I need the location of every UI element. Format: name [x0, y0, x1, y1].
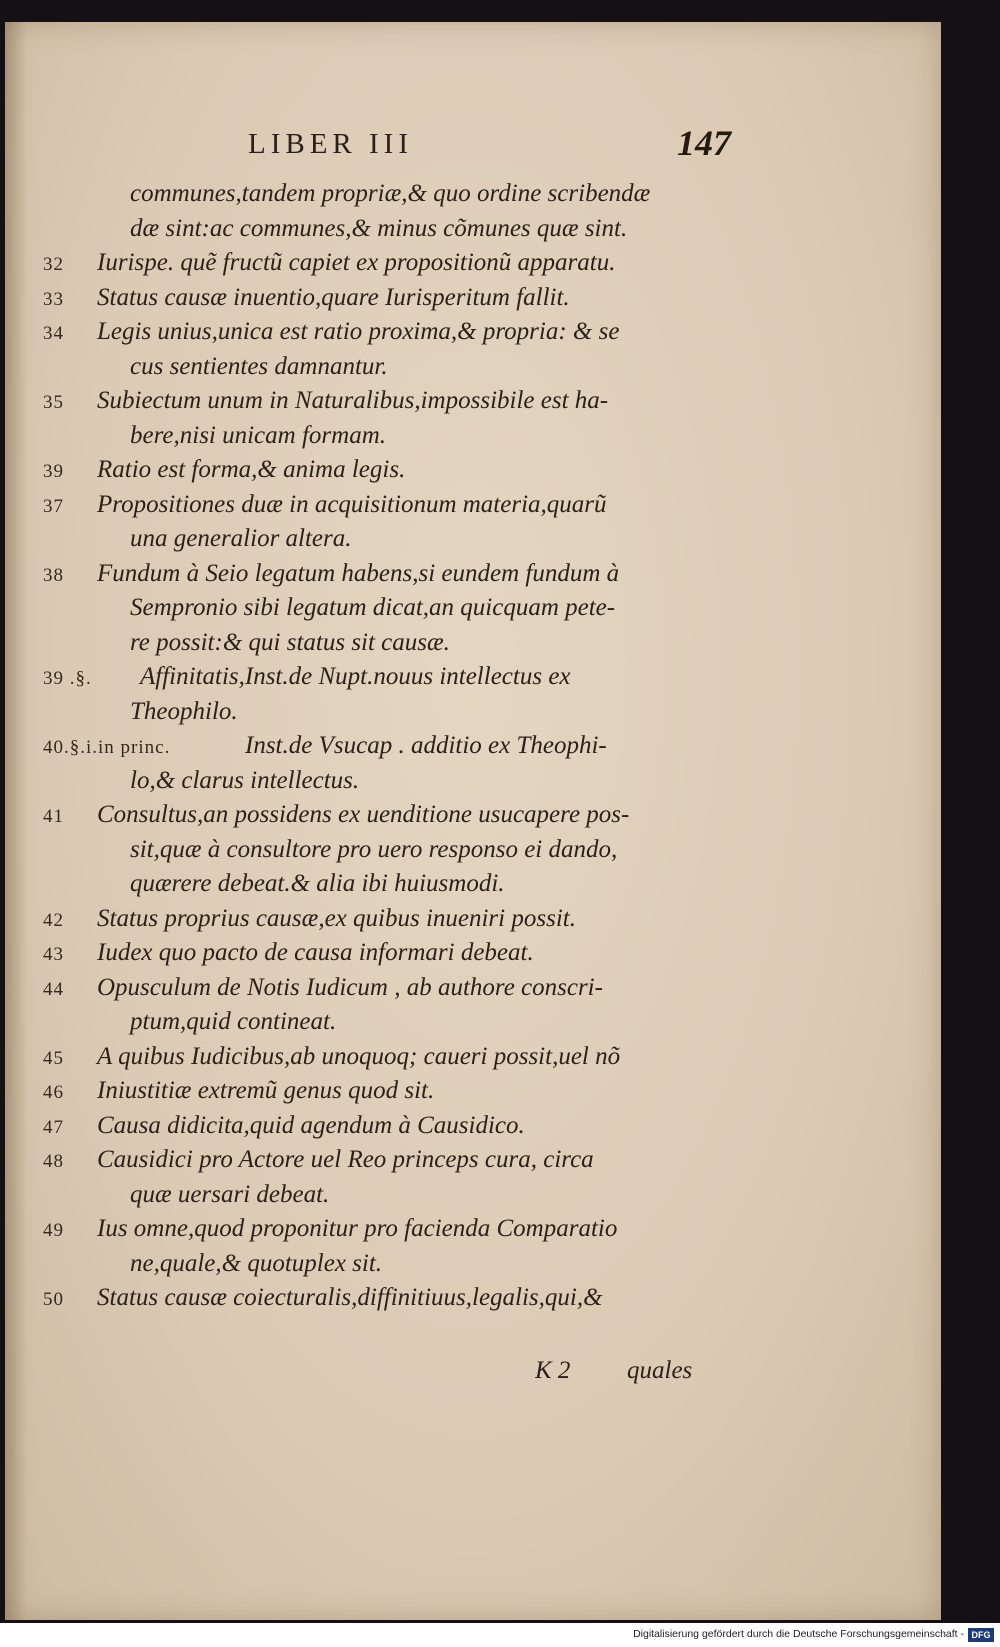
- dfg-logo: DFG: [968, 1628, 994, 1642]
- index-entry-line: [5, 1077, 941, 1112]
- entry-number: 38: [43, 564, 64, 586]
- entry-text: Causidici pro Actore uel Reo princeps cura, circa: [97, 1146, 594, 1173]
- index-continuation-line: [5, 422, 941, 457]
- index-continuation-line: [5, 215, 941, 250]
- entry-number: 42: [43, 909, 64, 931]
- entry-text: Subiectum unum in Naturalibus,impossibile est ha-: [97, 387, 609, 414]
- entry-text: Theophilo.: [130, 697, 238, 725]
- page-header: [5, 110, 941, 163]
- entry-text: Consultus,an possidens ex uenditione usucapere pos-: [97, 801, 630, 828]
- entry-text: bere,nisi unicam formam.: [130, 421, 386, 449]
- index-continuation-line: [5, 836, 941, 871]
- index-text-block: [5, 180, 941, 1319]
- entry-text: quæ uersari debeat.: [130, 1180, 330, 1208]
- index-continuation-line: [5, 698, 941, 733]
- entry-number: 34: [43, 323, 64, 344]
- entry-text: una generalior altera.: [130, 525, 352, 552]
- entry-text: quærere debeat.& alia ibi huiusmodi.: [130, 870, 505, 897]
- index-continuation-line: [5, 594, 941, 629]
- index-continuation-line: [5, 629, 941, 664]
- catchwords-line: [5, 1357, 941, 1391]
- index-entry-line: [5, 974, 941, 1009]
- index-entry-line: [5, 318, 941, 353]
- entry-number: 33: [43, 288, 64, 310]
- entry-text: Status causæ inuentio,quare Iurisperitum fallit.: [97, 283, 570, 311]
- entry-text: Propositiones duæ in acquisitionum materia,quarũ: [97, 490, 607, 518]
- entry-number: 45: [43, 1047, 64, 1069]
- index-entry-line: [5, 491, 941, 526]
- entry-text: ptum,quid contineat.: [130, 1008, 337, 1035]
- index-continuation-line: [5, 1008, 941, 1043]
- index-entry-line: [5, 1043, 941, 1078]
- funding-credit: Digitalisierung gefördert durch die Deutsche Forschungsgemeinschaft -: [633, 1628, 964, 1640]
- entry-text: Legis unius,unica est ratio proxima,& propria: & se: [97, 318, 620, 345]
- index-entry-line: [5, 1215, 941, 1250]
- entry-text: Ius omne,quod proponitur pro facienda Comparatio: [97, 1215, 618, 1242]
- entry-text: Sempronio sibi legatum dicat,an quicquam pete-: [130, 594, 616, 621]
- index-entry-line: [5, 249, 941, 284]
- entry-text: ne,quale,& quotuplex sit.: [130, 1249, 383, 1277]
- entry-text: communes,tandem propriæ,& quo ordine scribendæ: [130, 180, 651, 207]
- entry-text: Fundum à Seio legatum habens,si eundem fundum à: [97, 559, 620, 587]
- entry-text: Ratio est forma,& anima legis.: [97, 456, 406, 483]
- entry-number: 41: [43, 806, 64, 827]
- entry-text: Iudex quo pacto de causa informari debeat.: [97, 939, 534, 966]
- entry-number: 48: [43, 1151, 64, 1172]
- entry-number: 40.§.i.in princ.: [43, 737, 171, 758]
- entry-number: 39: [43, 461, 64, 482]
- entry-text: Iurispe. quẽ fructũ capiet ex propositionũ apparatu.: [97, 249, 616, 276]
- index-continuation-line: [5, 525, 941, 560]
- index-entry-line: [5, 732, 941, 767]
- entry-number: 47: [43, 1116, 64, 1138]
- index-continuation-line: [5, 353, 941, 388]
- entry-text: lo,& clarus intellectus.: [130, 766, 360, 794]
- entry-text: cus sentientes damnantur.: [130, 352, 388, 380]
- index-entry-line: [5, 284, 941, 319]
- index-entry-line: [5, 387, 941, 422]
- entry-number: 35: [43, 392, 64, 413]
- index-entry-line: [5, 1112, 941, 1147]
- index-entry-line: [5, 939, 941, 974]
- entry-text: Opusculum de Notis Iudicum , ab authore conscri-: [97, 973, 603, 1001]
- entry-text: sit,quæ à consultore pro uero responso ei dando,: [130, 835, 618, 863]
- digitization-footer: [0, 1623, 1000, 1647]
- index-entry-line: [5, 663, 941, 698]
- index-continuation-line: [5, 1181, 941, 1216]
- index-continuation-line: [5, 1250, 941, 1285]
- catchword: quales: [627, 1357, 693, 1384]
- signature-mark: K 2: [535, 1357, 571, 1384]
- index-entry-line: [5, 560, 941, 595]
- entry-text: Iniustitiæ extremũ genus quod sit.: [97, 1077, 435, 1104]
- entry-number: 37: [43, 495, 64, 517]
- running-title: LIBER III: [248, 128, 413, 160]
- index-continuation-line: [5, 767, 941, 802]
- entry-text: A quibus Iudicibus,ab unoquoq; caueri possit,uel nõ: [97, 1042, 621, 1070]
- entry-number: 43: [43, 944, 64, 965]
- entry-number: 32: [43, 254, 64, 275]
- entry-text: Causa didicita,quid agendum à Causidico.: [97, 1111, 525, 1139]
- index-entry-line: [5, 1146, 941, 1181]
- index-entry-line: [5, 456, 941, 491]
- book-page: [5, 22, 941, 1620]
- index-continuation-line: [5, 180, 941, 215]
- entry-number: 39 .§.: [43, 668, 92, 689]
- entry-number: 49: [43, 1220, 64, 1241]
- index-continuation-line: [5, 870, 941, 905]
- entry-number: 50: [43, 1289, 64, 1310]
- entry-number: 44: [43, 978, 64, 1000]
- entry-number: 46: [43, 1082, 64, 1103]
- entry-text: dæ sint:ac communes,& minus cõmunes quæ sint.: [130, 214, 628, 242]
- index-entry-line: [5, 905, 941, 940]
- entry-text: re possit:& qui status sit causæ.: [130, 628, 450, 656]
- index-entry-line: [5, 1284, 941, 1319]
- entry-text: Inst.de Vsucap . additio ex Theophi-: [245, 732, 607, 759]
- entry-text: Status causæ coiecturalis,diffinitiuus,legalis,qui,&: [97, 1284, 603, 1311]
- entry-text: Status proprius causæ,ex quibus inueniri possit.: [97, 904, 576, 932]
- entry-text: Affinitatis,Inst.de Nupt.nouus intellectus ex: [140, 663, 571, 690]
- index-entry-line: [5, 801, 941, 836]
- page-number: 147: [677, 123, 731, 163]
